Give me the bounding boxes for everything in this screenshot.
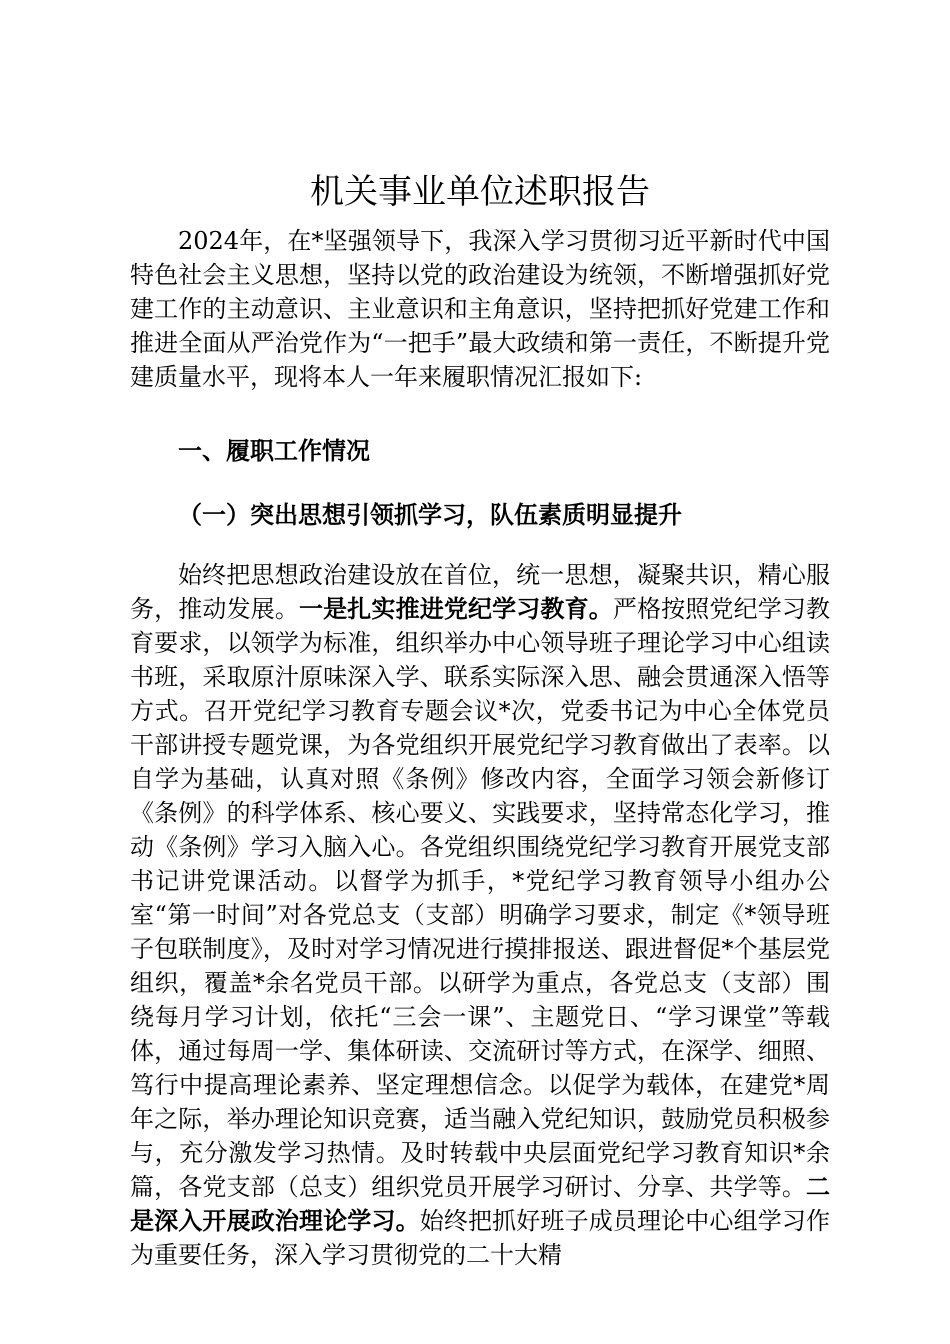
body-text-part3: 始终把抓好班子成员理论中心组学习作为重要任务，深入学习贯彻党的二十大精: [130, 1207, 831, 1269]
document-title: 机关事业单位述职报告: [310, 172, 650, 212]
section-heading: 一、履职工作情况: [178, 436, 370, 465]
body-text-part2: 严格按照党纪学习教育要求，以领学为标准，组织举办中心领导班子理论学习中心组读书班，采取原汁原味深入学、联系实际深入思、融会贯通深入悟等方式。召开党纪学习教育专题会议*次，党委书记为中心全体党员干部讲授专题党课，为各党组织开展党纪学习教育做出了表率。以自学为基础，认真对照《条例》修改内容，全面学习领会新修订《条例》的科学体系、核心要义、实践要求，坚持常态化学习，推动《条例》学习入脑入心。各党组织围绕党纪学习教育开展党支部书记讲党课活动。以督学为抓手，*党纪学习教育领导小组办公室“第一时间”对各党总支（支部）明确学习要求，制定《*领导班子包联制度》，及时对学习情况进行摸排报送、跟进督促*个基层党组织，覆盖*余名党员干部。以研学为重点，各党总支（支部）围绕每月学习计划，依托“三会一课”、主题党日、“学习课堂”等载体，通过每周一学、集体研读、交流研讨等方式，在深学、细照、笃行中提高理论素养、坚定理想信念。以促学为载体，在建党*周年之际，举办理论知识竞赛，适当融入党纪知识，鼓励党员积极参与，充分激发学习热情。及时转载中央层面党纪学习教育知识*余篇，各党支部（总支）组织党员开展学习研讨、分享、共学等。: [130, 595, 831, 1201]
document-page: [130, 168, 830, 1272]
body-paragraph: [130, 558, 830, 1272]
body-text-part1: 始终把思想政治建设放在首位，统一思想，凝聚共识，精心服务，推动发展。: [130, 561, 830, 623]
body-bold-point-2: 二是深入开展政治理论学习。: [130, 1172, 830, 1235]
subsection-heading: （一）突出思想引领抓学习，队伍素质明显提升: [178, 500, 682, 529]
intro-paragraph: 2024年，在*坚强领导下，我深入学习贯彻习近平新时代中国特色社会主义思想，坚持以党的政治建设为统领，不断增强抓好党建工作的主动意识、主业意识和主角意识，坚持把抓好党建工作和推进全面从严治党作为“一把手”最大政绩和第一责任，不断提升党建质量水平，现将本人一年来履职情况汇报如下:: [130, 227, 830, 391]
body-bold-point-1: 一是扎实推进党纪学习教育。: [299, 594, 613, 623]
